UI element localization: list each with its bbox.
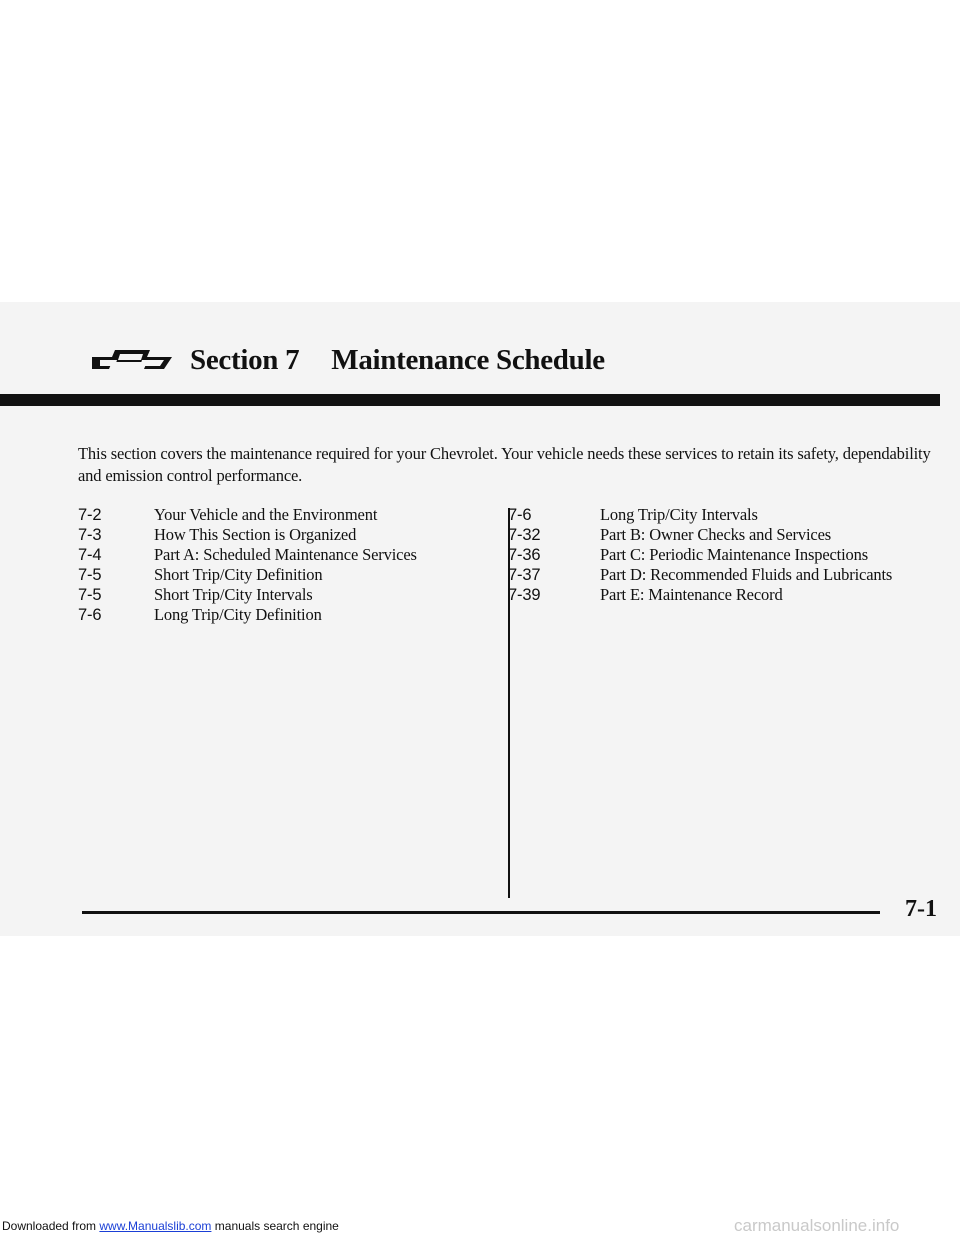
page-title: Maintenance Schedule	[331, 343, 605, 376]
download-attribution	[2, 1219, 339, 1233]
toc-page-number: 7-2	[78, 506, 102, 524]
toc-page-number: 7-32	[508, 526, 541, 544]
toc-entry-title: Long Trip/City Intervals	[600, 505, 758, 524]
toc-entry-title: Part D: Recommended Fluids and Lubricants	[600, 565, 893, 584]
toc-entry-title: Part C: Periodic Maintenance Inspections	[600, 545, 869, 564]
toc-entry-title: Short Trip/City Intervals	[154, 585, 313, 604]
toc-entry-title: How This Section is Organized	[154, 525, 357, 544]
title-divider	[0, 394, 940, 406]
toc-right-column	[508, 505, 892, 605]
section-number: Section 7	[190, 343, 300, 376]
toc-entry[interactable]	[78, 585, 417, 605]
toc-entry[interactable]	[508, 585, 892, 605]
toc-entry[interactable]	[508, 525, 892, 545]
intro-paragraph: This section covers the maintenance required for your Chevrolet. Your vehicle needs these services to retain its safety, dependability and emission control performance.	[78, 444, 931, 485]
toc-page-number: 7-4	[78, 546, 102, 564]
toc-entry[interactable]	[78, 505, 417, 525]
footer-divider	[82, 911, 880, 914]
toc-page-number: 7-36	[508, 546, 541, 564]
toc-entry[interactable]	[78, 565, 417, 585]
download-prefix: Downloaded from	[2, 1219, 100, 1233]
toc-page-number: 7-37	[508, 566, 541, 584]
toc-entry[interactable]	[78, 545, 417, 565]
toc-entry[interactable]	[508, 565, 892, 585]
toc-entry[interactable]	[508, 505, 892, 525]
section-header	[88, 338, 605, 382]
toc-entry[interactable]	[78, 605, 417, 625]
toc-page-number: 7-6	[508, 506, 532, 524]
page-number: 7-1	[905, 896, 937, 922]
toc-entry[interactable]	[508, 545, 892, 565]
download-suffix: manuals search engine	[211, 1219, 339, 1233]
toc-page-number: 7-3	[78, 526, 102, 544]
chevrolet-bowtie-icon	[88, 347, 176, 373]
watermark: carmanualsonline.info	[734, 1216, 900, 1235]
toc-left-column	[78, 505, 417, 625]
toc-page-number: 7-39	[508, 586, 541, 604]
manualslib-link[interactable]: www.Manualslib.com	[99, 1219, 212, 1233]
toc-entry-title: Part A: Scheduled Maintenance Services	[154, 545, 417, 564]
toc-entry-title: Short Trip/City Definition	[154, 565, 323, 584]
toc-page-number: 7-5	[78, 586, 102, 604]
toc-entry-title: Long Trip/City Definition	[154, 605, 322, 624]
toc-entry-title: Part E: Maintenance Record	[600, 585, 783, 604]
toc-entry-title: Part B: Owner Checks and Services	[600, 525, 832, 544]
toc-page-number: 7-6	[78, 606, 102, 624]
toc-entry-title: Your Vehicle and the Environment	[154, 505, 378, 524]
toc-page-number: 7-5	[78, 566, 102, 584]
toc-entry[interactable]	[78, 525, 417, 545]
